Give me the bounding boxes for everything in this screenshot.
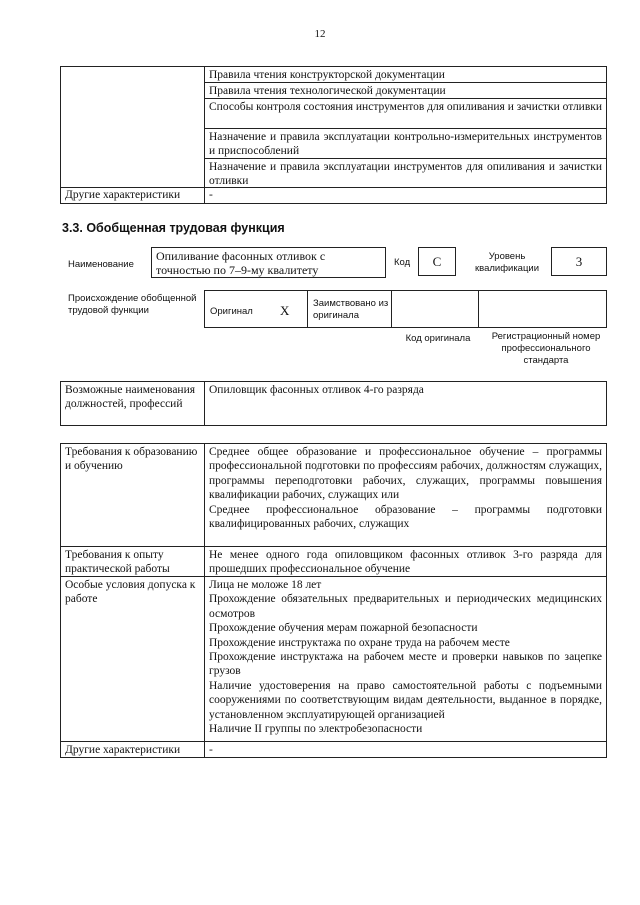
special-condition-line: Наличие II группы по электробезопасности (209, 723, 423, 736)
reg-number-label: Регистрационный номер профессионального стандарта (491, 331, 601, 366)
education-value (204, 443, 607, 547)
code-value: С (418, 247, 456, 276)
special-condition-line: Наличие удостоверения на право самостоятельной работы с подъемными сооружениями по соответствующим видам деятельности, выданное в порядке, установленном эксплуатирующей организацией (209, 679, 602, 721)
knowledge-item: Назначение и правила эксплуатации контрольно-измерительных инструментов и приспособлений (204, 128, 607, 159)
top-other-characteristics-label: Другие характеристики (60, 187, 205, 204)
origin-label: Происхождение обобщенной трудовой функции (68, 293, 197, 316)
code-label: Код (394, 257, 411, 268)
special-condition-line: Прохождение инструктажа на рабочем месте и проверки навыков по зацепке грузов (209, 651, 602, 678)
borrowed-label: Заимствовано из оригинала (313, 298, 389, 321)
knowledge-item: Способы контроля состояния инструментов для опиливания и зачистки отливки (204, 98, 607, 129)
special-conditions-value (204, 576, 607, 742)
knowledge-item: Правила чтения конструкторской документации (204, 66, 607, 83)
experience-label: Требования к опыту практической работы (60, 546, 205, 577)
knowledge-item: Назначение и правила эксплуатации инструментов для опиливания и зачистки отливки (204, 158, 607, 188)
special-condition-line: Прохождение обучения мерам пожарной безопасности (209, 622, 478, 635)
special-condition-line: Лица не моложе 18 лет (209, 579, 322, 591)
knowledge-item: Правила чтения технологической документации (204, 82, 607, 99)
top-other-characteristics-value: - (204, 187, 607, 204)
special-conditions-label: Особые условия допуска к работе (60, 576, 205, 742)
origin-code-cell (391, 290, 479, 328)
qualification-level-label: Уровень квалификации (474, 251, 540, 274)
page-number: 12 (314, 28, 326, 40)
possible-names-label: Возможные наименования должностей, профессий (60, 381, 205, 426)
education-line: Среднее профессиональное образование – программы подготовки квалифицированных рабочих, служащих (209, 503, 602, 531)
original-label: Оригинал (210, 306, 253, 317)
function-name-value: Опиливание фасонных отливок с точностью по 7–9-му квалитету (151, 247, 386, 278)
other-characteristics-label: Другие характеристики (60, 741, 205, 758)
education-label: Требования к образованию и обучению (60, 443, 205, 547)
education-line: Среднее общее образование и профессиональное обучение – программы профессиональной подготовки по профессиям рабочих, должностям служащих, программы переподготовки рабочих, служащих, программы повышения квалификации рабочих, служащих или (209, 446, 602, 502)
origin-code-label: Код оригинала (405, 333, 471, 344)
top-table-left-cell (60, 66, 205, 188)
experience-value: Не менее одного года опиловщиком фасонных отливок 3-го разряда для прошедших профессиональное обучение (204, 546, 607, 577)
section-title: 3.3. Обобщенная трудовая функция (62, 221, 285, 235)
other-characteristics-value: - (204, 741, 607, 758)
special-condition-line: Прохождение обязательных предварительных и периодических медицинских осмотров (209, 593, 602, 620)
qualification-level-value: 3 (551, 247, 607, 276)
name-label: Наименование (68, 259, 134, 270)
original-mark: X (280, 303, 290, 318)
possible-names-value: Опиловщик фасонных отливок 4-го разряда (204, 381, 607, 426)
special-condition-line: Прохождение инструктажа по охране труда на рабочем месте (209, 636, 510, 649)
reg-number-cell (478, 290, 607, 328)
